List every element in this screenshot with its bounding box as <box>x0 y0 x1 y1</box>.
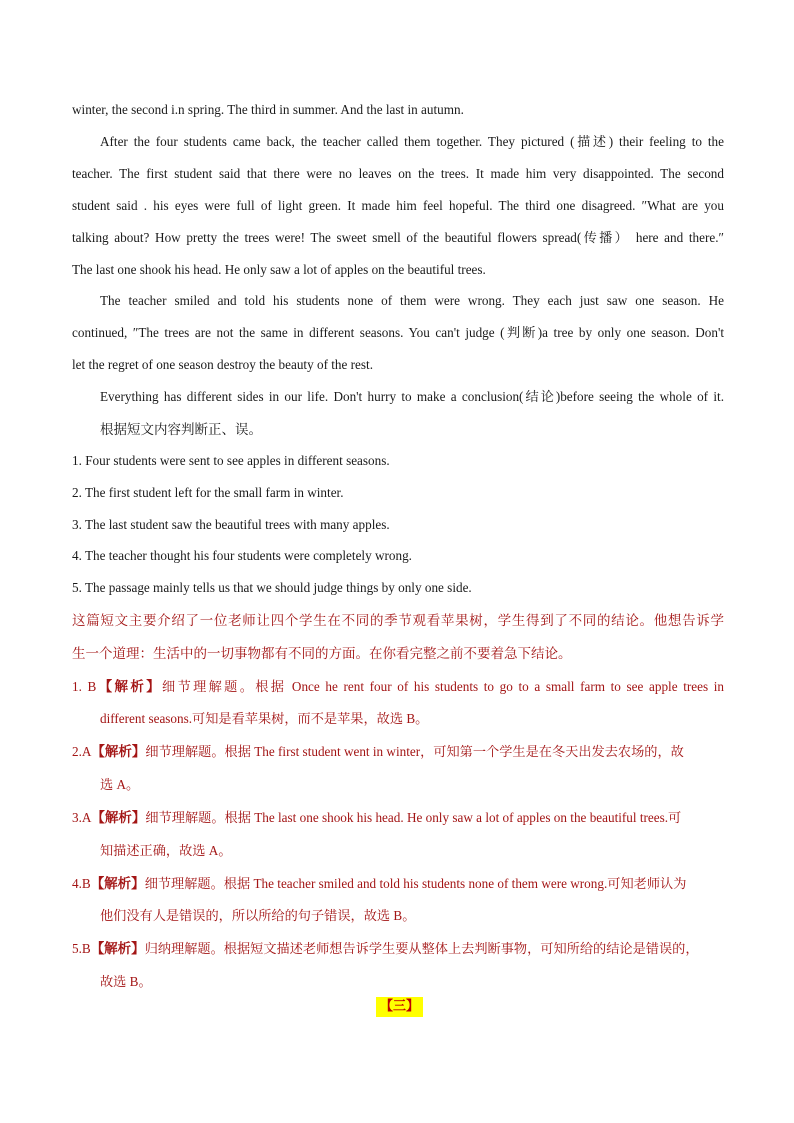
answer-text: 细节理解题。根据 The last one shook his head. He only saw a lot of apples on the beautiful trees.可 <box>145 810 682 825</box>
passage-line: winter, the second i.n spring. The third in summer. And the last in autumn. <box>72 102 464 117</box>
question-item: 4. The teacher thought his four students were completely wrong. <box>72 548 412 563</box>
answer-continuation: 他们没有人是错误的，所以所给的句子错误，故选 B。 <box>100 908 416 923</box>
summary-line: 生一个道理：生活中的一切事物都有不同的方面。在你看完整之前不要着急下结论。 <box>72 646 572 662</box>
section-badge: 【三】 <box>376 997 423 1017</box>
answer-number: 5.B <box>72 941 91 956</box>
passage-line: let the regret of one season destroy the beauty of the rest. <box>72 357 374 372</box>
summary-line: 这篇短文主要介绍了一位老师让四个学生在不同的季节观看苹果树，学生得到了不同的结论。他想告诉学 <box>72 613 724 629</box>
passage-line: The last one shook his head. He only saw a lot of apples on the beautiful trees. <box>72 262 486 277</box>
answer-item <box>72 742 724 762</box>
answer-number: 1. B <box>72 679 97 694</box>
answer-text: 细节理解题。根据 The teacher smiled and told his students none of them were wrong.可知老师认为 <box>144 876 687 891</box>
passage-line: student said . his eyes were full of light green. It made him feel hopeful. The third one disagreed. ″What are you <box>72 198 724 213</box>
answer-text: 细节理解题。根据 Once he rent four of his students to go to a small farm to see apple trees in <box>162 679 724 694</box>
answer-item <box>72 874 724 894</box>
answer-number: 3.A <box>72 810 92 825</box>
question-item: 1. Four students were sent to see apples in different seasons. <box>72 453 390 468</box>
answer-continuation: different seasons.可知是看苹果树，而不是苹果，故选 B。 <box>100 711 429 726</box>
answer-item <box>72 939 724 959</box>
answer-continuation: 选 A。 <box>100 777 140 792</box>
task-instruction: 根据短文内容判断正、误。 <box>100 422 262 438</box>
analysis-tag: 【解析】 <box>91 810 146 826</box>
answer-number: 2.A <box>72 744 92 759</box>
answer-text: 归纳理解题。根据短文描述老师想告诉学生要从整体上去判断事物，可知所给的结论是错误的， <box>144 941 699 956</box>
answer-text: 细节理解题。根据 The first student went in winter，可知第一个学生是在冬天出发去农场的，故 <box>145 744 684 759</box>
passage-line: talking about? How pretty the trees were! The sweet smell of the beautiful flowers spread(传播） here and there.″ <box>72 230 724 245</box>
passage-line: continued, ″The trees are not the same in different seasons. You can't judge (判断)a tree by only one season. Don't <box>72 325 724 340</box>
answer-continuation: 故选 B。 <box>100 974 152 989</box>
passage-line: teacher. The first student said that there were no leaves on the trees. It made him very disappointed. The second <box>72 166 724 181</box>
passage-line: Everything has different sides in our life. Don't hurry to make a conclusion(结论)before seeing the whole of it. <box>100 389 724 404</box>
answer-item <box>72 808 724 828</box>
question-item: 3. The last student saw the beautiful trees with many apples. <box>72 517 390 532</box>
analysis-tag: 【解析】 <box>96 679 163 695</box>
passage-line: After the four students came back, the teacher called them together. They pictured (描述) their feeling to the <box>100 134 724 149</box>
analysis-tag: 【解析】 <box>90 941 145 957</box>
analysis-tag: 【解析】 <box>90 876 145 892</box>
analysis-tag: 【解析】 <box>91 744 146 760</box>
answer-item <box>72 677 724 697</box>
question-item: 5. The passage mainly tells us that we should judge things by only one side. <box>72 580 472 595</box>
question-item: 2. The first student left for the small farm in winter. <box>72 485 344 500</box>
answer-number: 4.B <box>72 876 91 891</box>
passage-line: The teacher smiled and told his students none of them were wrong. They each just saw one season. He <box>100 293 724 308</box>
answer-continuation: 知描述正确，故选 A。 <box>100 843 232 858</box>
